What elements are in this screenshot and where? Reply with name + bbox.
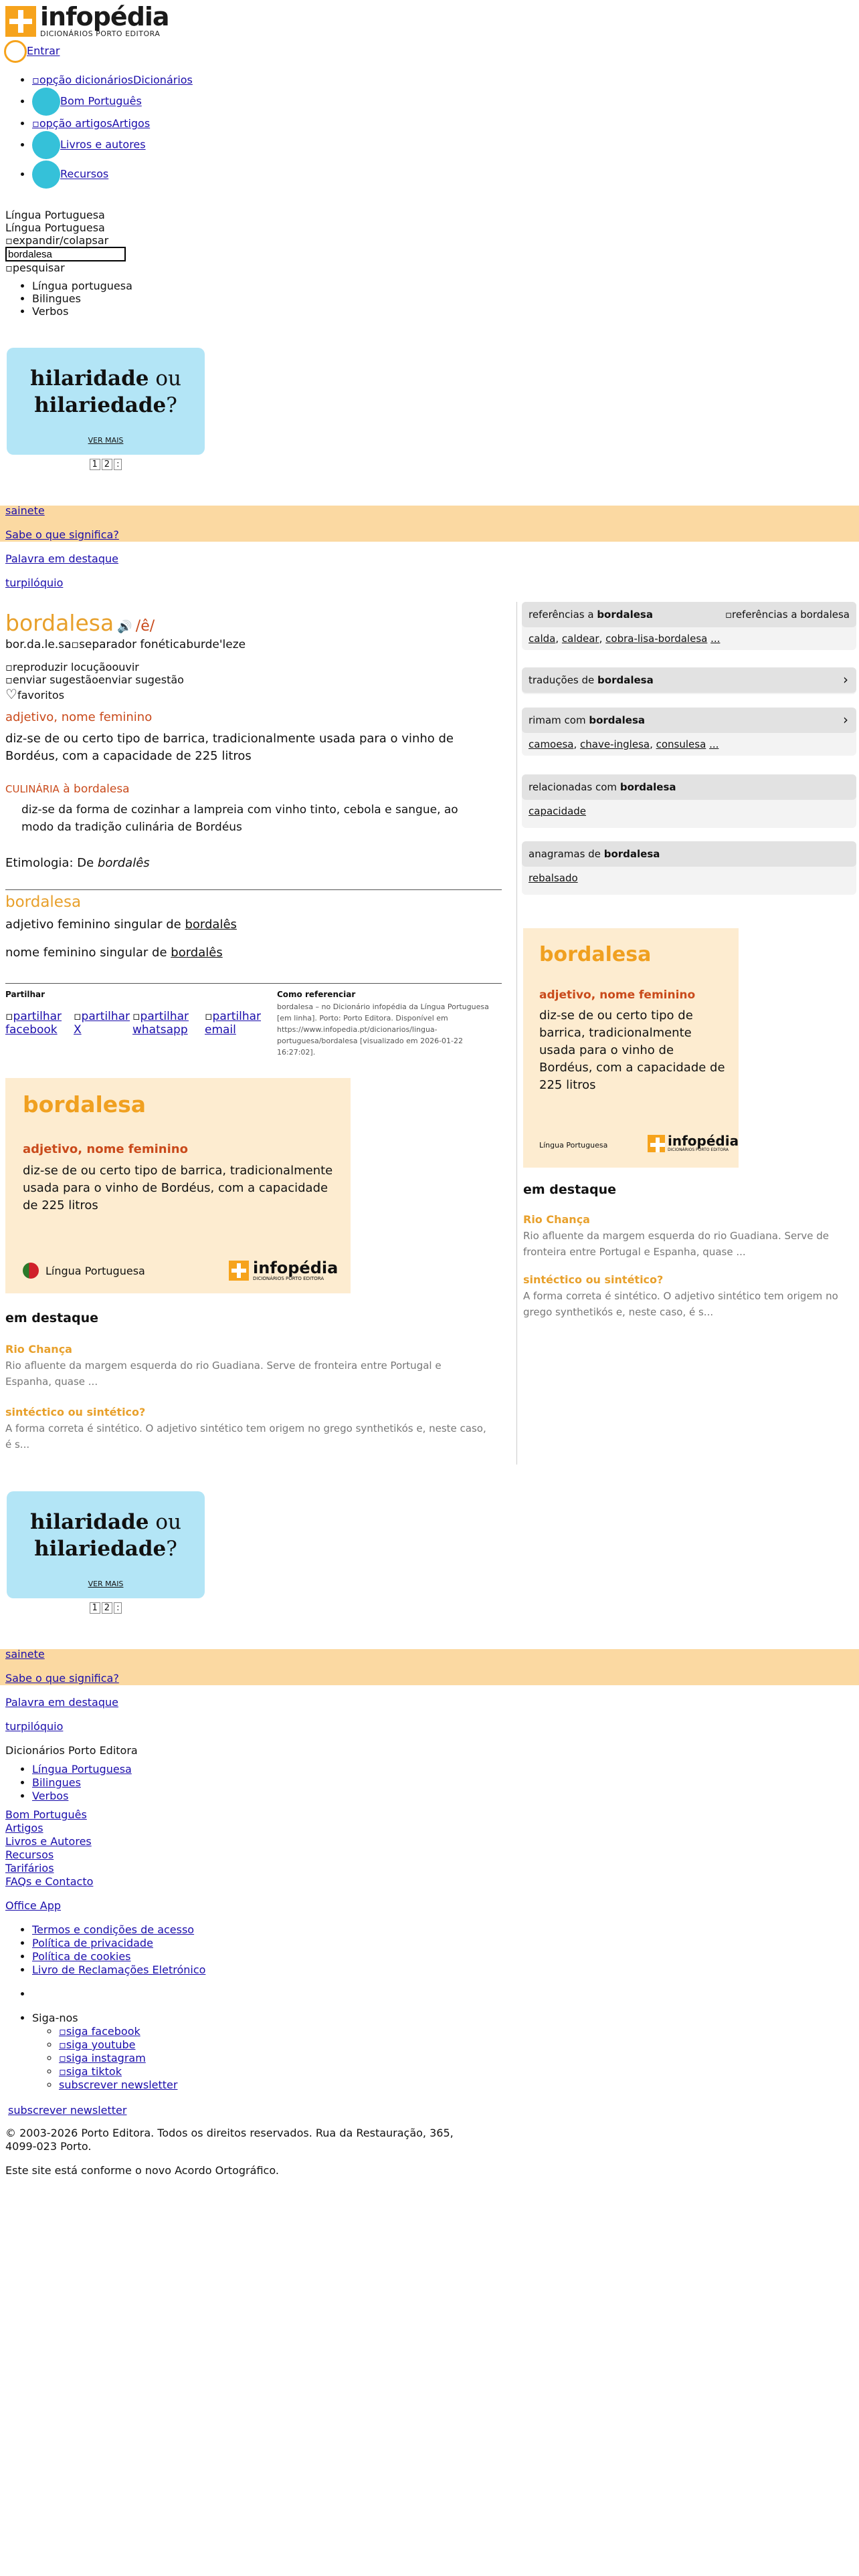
divider xyxy=(5,983,502,984)
strip-link-sainete[interactable]: sainete xyxy=(5,504,45,517)
dictionaries-icon: ▫ xyxy=(32,74,39,86)
translations-header[interactable]: traduções de bordalesa › xyxy=(522,667,856,693)
anagrams-card xyxy=(522,841,856,895)
entry-category: adjetivo, nome feminino xyxy=(5,710,153,724)
subscribe-newsletter-inner[interactable]: subscrever newsletter xyxy=(59,2078,178,2091)
sidebar-destaque-item[interactable] xyxy=(523,1212,855,1260)
reference-link[interactable]: calda xyxy=(529,633,556,645)
culinaria-phrase: à bordalesa xyxy=(63,782,130,796)
search-input[interactable] xyxy=(5,247,126,261)
login-link[interactable] xyxy=(4,40,60,63)
banner-word-1: hilaridade xyxy=(30,366,149,391)
share-x[interactable]: ▫partilhar X xyxy=(74,1010,130,1037)
favorites-button[interactable]: ♡favoritos xyxy=(5,686,65,702)
strip-link-turpiloquio[interactable]: turpilóquio xyxy=(5,576,64,589)
login-label[interactable]: Entrar xyxy=(27,44,60,58)
copyright: © 2003-2026 Porto Editora. Todos os direitos reservados. Rua da Restauração, 365, 4099-023 Porto. xyxy=(5,2127,454,2153)
legal-link[interactable]: Termos e condições de acesso xyxy=(32,1923,195,1936)
strip-link-palavra-destaque[interactable]: Palavra em destaque xyxy=(5,552,118,565)
reference-title: Como referenciar xyxy=(277,990,356,999)
subscribe-newsletter[interactable]: subscrever newsletter xyxy=(8,2104,127,2117)
entry-actions xyxy=(5,661,184,702)
inflection-1: adjetivo feminino singular de bordalês xyxy=(5,918,237,932)
follow-label: Siga-nos xyxy=(32,2012,78,2024)
card-brand: infopédia DICIONÁRIOS PORTO EDITORA xyxy=(648,1134,739,1152)
references-links: calda, caldear, cobra-lisa-bordalesa ... xyxy=(529,633,721,645)
social-facebook[interactable]: ▫siga facebook xyxy=(59,2025,140,2038)
footer-link[interactable]: Recursos xyxy=(5,1848,54,1861)
destaque-item-title[interactable]: Rio Chança xyxy=(523,1213,590,1226)
infopedia-logo-icon xyxy=(5,6,36,37)
footer-link[interactable]: Artigos xyxy=(5,1822,43,1834)
culinaria-label: CULINÁRIA xyxy=(5,783,60,795)
banner-word-2: hilariedade xyxy=(34,1537,167,1561)
entry-phonetic: /ê/ xyxy=(135,618,155,635)
pager-page-2[interactable]: 2 xyxy=(102,459,112,470)
related-card xyxy=(522,774,856,828)
pager-page-1[interactable]: 1 xyxy=(90,1602,100,1614)
footer-dicts xyxy=(5,1763,474,1803)
rhymes-header[interactable]: rimam com bordalesa › xyxy=(522,708,856,733)
references-header: referências a bordalesa ▫referências a bordalesa xyxy=(522,602,856,627)
play-icon: ▫ xyxy=(5,661,13,673)
inflection-title: bordalesa xyxy=(5,893,82,911)
anagram-link[interactable]: rebalsado xyxy=(529,872,578,884)
references-card xyxy=(522,602,856,650)
reference-link[interactable]: caldear xyxy=(561,633,599,645)
destaque-item-text: A forma correta é sintético. O adjetivo sintético tem origem no grego synthetikós e, neste caso, é s... xyxy=(5,1422,486,1451)
footer xyxy=(5,1744,474,2177)
banner-word-1: hilaridade xyxy=(30,1510,149,1534)
rhyme-link[interactable]: camoesa xyxy=(529,738,574,750)
culinaria-header xyxy=(5,782,130,796)
destaque-item[interactable] xyxy=(5,1404,487,1453)
footer-company: Dicionários Porto Editora xyxy=(5,1744,138,1757)
card-brand: infopédia DICIONÁRIOS PORTO EDITORA xyxy=(229,1260,338,1281)
destaque-item-title[interactable]: sintéctico ou sintético? xyxy=(5,1406,146,1418)
nav-item-books-authors[interactable]: • Livros e autores xyxy=(32,131,300,159)
promo-banner[interactable]: hilaridade ou hilariedade? VER MAIS xyxy=(7,348,205,455)
logo-subtitle: DICIONÁRIOS PORTO EDITORA xyxy=(40,29,161,38)
articles-icon: ▫ xyxy=(32,117,39,130)
card-word: bordalesa xyxy=(539,943,652,966)
inflection-1-link[interactable]: bordalês xyxy=(185,918,237,932)
login-icon xyxy=(4,40,27,63)
rhyme-link[interactable]: consulesa xyxy=(656,738,706,750)
etymology: Etimologia: De bordalês xyxy=(5,856,150,870)
rhymes-links: camoesa, chave-inglesa, consulesa ... xyxy=(529,738,719,750)
share-whatsapp[interactable]: ▫partilhar whatsapp xyxy=(132,1010,189,1037)
footer-link[interactable]: Bom Português xyxy=(5,1808,87,1821)
share-title: Partilhar xyxy=(5,990,45,999)
search-icon: ▫ xyxy=(5,261,13,274)
reference-text: bordalesa – no Dicionário infopédia da Língua Portuguesa [em linha]. Porto: Porto Editora. Disponível em https://www.infopedia.pt/dicionarios/lingua-portuguesa/bordalesa [visualizado em 2026-01-22 16:27:02]. xyxy=(277,1002,489,1057)
banner-word-2: hilariedade xyxy=(34,393,167,417)
destaque-title: em destaque xyxy=(5,1311,99,1325)
facebook-icon: ▫ xyxy=(5,1010,13,1023)
destaque-item-title[interactable]: sintéctico ou sintético? xyxy=(523,1273,664,1286)
entry-header xyxy=(5,610,507,636)
card-language: Língua Portuguesa xyxy=(539,1141,608,1150)
anagrams-links xyxy=(522,867,856,889)
reference-more[interactable]: ... xyxy=(710,633,721,645)
dictionary-option[interactable]: • Verbos xyxy=(32,305,132,318)
strip-link-palavra-destaque[interactable]: Palavra em destaque xyxy=(5,1696,118,1709)
reference-link[interactable]: cobra-lisa-bordalesa xyxy=(605,633,708,645)
rhyme-more[interactable]: ... xyxy=(709,738,719,750)
banner-pager-bottom xyxy=(7,1602,205,1614)
nav-item-resources[interactable]: • Recursos xyxy=(32,160,300,189)
destaque-item[interactable] xyxy=(5,1341,487,1390)
facebook-icon: ▫ xyxy=(59,2025,66,2038)
play-button[interactable]: ▫reproduzir locuçãoouvir xyxy=(5,661,139,673)
strip-link-sainete[interactable]: sainete xyxy=(5,1648,45,1660)
entry-definition: diz-se de ou certo tipo de barrica, tradicionalmente usada para o vinho de Bordéus, com a capacidade de 225 litros xyxy=(5,732,454,763)
word-share-card xyxy=(5,1078,351,1293)
entry-pronunciation: bor.da.le.sa▫separador fonéticaburde'leze xyxy=(5,638,246,651)
dictionary-selector[interactable] xyxy=(5,209,132,318)
office-app-link[interactable]: Office App xyxy=(5,1899,62,1912)
bom-portugues-icon xyxy=(32,88,60,116)
related-links xyxy=(522,800,856,823)
nav-item-bom-portugues[interactable]: • Bom Português xyxy=(32,88,300,116)
email-icon: ▫ xyxy=(205,1010,213,1023)
pager-page-1[interactable]: 1 xyxy=(90,459,100,470)
dictionary-options xyxy=(5,280,132,318)
speaker-icon[interactable]: 🔊 xyxy=(117,620,132,634)
related-link[interactable]: capacidade xyxy=(529,805,587,817)
destaque-item-text: Rio afluente da margem esquerda do rio Guadiana. Serve de fronteira entre Portugal e Espanha, quase ... xyxy=(523,1230,830,1258)
destaque-item-title[interactable]: Rio Chança xyxy=(5,1343,72,1356)
footer-social xyxy=(5,2012,474,2092)
nav-item-dictionaries[interactable]: • ▫opção dicionáriosDicionários xyxy=(32,74,300,86)
card-definition: diz-se de ou certo tipo de barrica, tradicionalmente usada para o vinho de Bordéus, com a capacidade de 225 litros xyxy=(539,1008,725,1092)
suggest-icon: ▫ xyxy=(5,673,13,686)
chevron-right-icon: › xyxy=(843,712,848,728)
destaque-item-text: Rio afluente da margem esquerda do rio Guadiana. Serve de fronteira entre Portugal e Espanha, quase ... xyxy=(5,1360,442,1388)
dictionary-selected[interactable]: Língua Portuguesa xyxy=(5,209,105,221)
promo-banner-bottom[interactable]: hilaridade ou hilariedade? VER MAIS xyxy=(7,1491,205,1598)
divider xyxy=(5,889,502,890)
card-definition: diz-se de ou certo tipo de barrica, tradicionalmente usada para o vinho de Bordéus, com a capacidade de 225 litros xyxy=(23,1164,333,1212)
youtube-icon: ▫ xyxy=(59,2038,66,2051)
footer-spacer-list xyxy=(5,1988,474,2001)
share-email[interactable]: ▫partilhar email xyxy=(205,1010,262,1037)
entry-word: bordalesa xyxy=(5,610,114,636)
strip-link-turpiloquio[interactable]: turpilóquio xyxy=(5,1720,64,1733)
x-icon: ▫ xyxy=(74,1010,82,1023)
phonetic-br: burde'leze xyxy=(186,638,246,651)
card-language: Língua Portuguesa xyxy=(23,1263,145,1279)
chevron-right-icon: › xyxy=(843,671,848,687)
strip-link-sabe[interactable]: Sabe o que significa? xyxy=(5,528,119,541)
footer-link[interactable]: FAQs e Contacto xyxy=(5,1875,94,1888)
destaque-item-text: A forma correta é sintético. O adjetivo sintético tem origem no grego synthetikós e, neste caso, é s... xyxy=(523,1290,838,1318)
nav-item-articles[interactable]: • ▫opção artigosArtigos xyxy=(32,117,300,130)
site-logo[interactable] xyxy=(5,4,169,38)
pager-more[interactable]: : xyxy=(114,459,122,470)
inflection-2: nome feminino singular de bordalês xyxy=(5,946,223,960)
social-youtube[interactable]: ▫siga youtube xyxy=(59,2038,136,2051)
infopedia-logo-icon xyxy=(648,1135,665,1152)
sidebar-destaque-item[interactable] xyxy=(523,1272,855,1320)
references-icon: ▫referências a bordalesa xyxy=(725,609,850,621)
footer-link[interactable]: Tarifários xyxy=(5,1862,54,1874)
card-word: bordalesa xyxy=(23,1091,147,1117)
pager-page-2[interactable]: 2 xyxy=(102,1602,112,1614)
legal-link[interactable]: Política de privacidade xyxy=(32,1937,153,1949)
sidebar-word-card xyxy=(523,928,739,1168)
dictionary-option[interactable]: • Língua portuguesa xyxy=(32,280,132,292)
social-instagram[interactable]: ▫siga instagram xyxy=(59,2052,146,2064)
books-icon xyxy=(32,131,60,159)
footer-link[interactable]: Livros e Autores xyxy=(5,1835,92,1848)
infopedia-logo-icon xyxy=(229,1261,249,1281)
related-header: relacionadas com bordalesa xyxy=(522,774,856,800)
culinaria-definition: diz-se da forma de cozinhar a lampreia com vinho tinto, cebola e sangue, ao modo da tradição culinária de Bordéus xyxy=(21,803,458,834)
footer-legal xyxy=(5,1923,474,1977)
portugal-flag-icon xyxy=(23,1263,39,1279)
whatsapp-icon: ▫ xyxy=(132,1010,140,1023)
logo-text: infopédia xyxy=(40,2,169,31)
search-button[interactable]: ▫pesquisar xyxy=(5,261,65,274)
translations-card[interactable] xyxy=(522,667,856,694)
featured-strip-bottom xyxy=(0,1649,859,1685)
sidebar-divider xyxy=(516,602,517,1465)
strip-link-sabe[interactable]: Sabe o que significa? xyxy=(5,1672,119,1685)
inflection-2-link[interactable]: bordalês xyxy=(171,946,223,960)
legal-link[interactable]: Livro de Reclamações Eletrónico xyxy=(32,1963,206,1976)
rhymes-card xyxy=(522,708,856,756)
etymology-word: bordalês xyxy=(97,856,150,870)
card-category: adjetivo, nome feminino xyxy=(23,1142,188,1156)
expand-toggle[interactable]: ▫expandir/colapsar xyxy=(5,234,109,247)
social-tiktok[interactable]: ▫siga tiktok xyxy=(59,2065,122,2078)
dictionary-option[interactable]: • Bilingues xyxy=(32,292,132,305)
share-facebook[interactable]: ▫partilhar facebook xyxy=(5,1010,62,1037)
legal-link[interactable]: Política de cookies xyxy=(32,1950,131,1963)
reference-block xyxy=(277,990,491,1058)
footer-dict-link[interactable]: Verbos xyxy=(32,1790,69,1802)
featured-strip xyxy=(0,506,859,542)
banner-pager xyxy=(7,459,205,470)
pager-more[interactable]: : xyxy=(114,1602,122,1614)
tiktok-icon: ▫ xyxy=(59,2065,66,2078)
rhyme-link[interactable]: chave-inglesa xyxy=(580,738,650,750)
anagrams-header: anagramas de bordalesa xyxy=(522,841,856,867)
instagram-icon: ▫ xyxy=(59,2052,66,2064)
footer-dict-link[interactable]: Bilingues xyxy=(32,1776,81,1789)
syllables: bor.da.le.sa xyxy=(5,638,72,651)
chevron-down-icon: ▫ xyxy=(5,234,13,247)
banner-cta[interactable]: VER MAIS xyxy=(88,436,124,445)
heart-icon: ♡ xyxy=(5,686,17,702)
orthography-note: Este site está conforme o novo Acordo Ortográfico. xyxy=(5,2164,279,2177)
footer-dict-link[interactable]: Língua Portuguesa xyxy=(32,1763,132,1776)
empty-list-item xyxy=(32,1988,474,2001)
sidebar-destaque-title: em destaque xyxy=(523,1182,617,1197)
dictionary-selected-label: Língua Portuguesa xyxy=(5,221,105,234)
banner-cta[interactable]: VER MAIS xyxy=(88,1580,124,1588)
card-category: adjetivo, nome feminino xyxy=(539,988,696,1002)
main-nav xyxy=(0,72,300,190)
resources-icon xyxy=(32,160,60,189)
separator-icon: ▫ xyxy=(71,638,80,651)
suggest-button[interactable]: ▫enviar sugestãoenviar sugestão xyxy=(5,673,184,686)
